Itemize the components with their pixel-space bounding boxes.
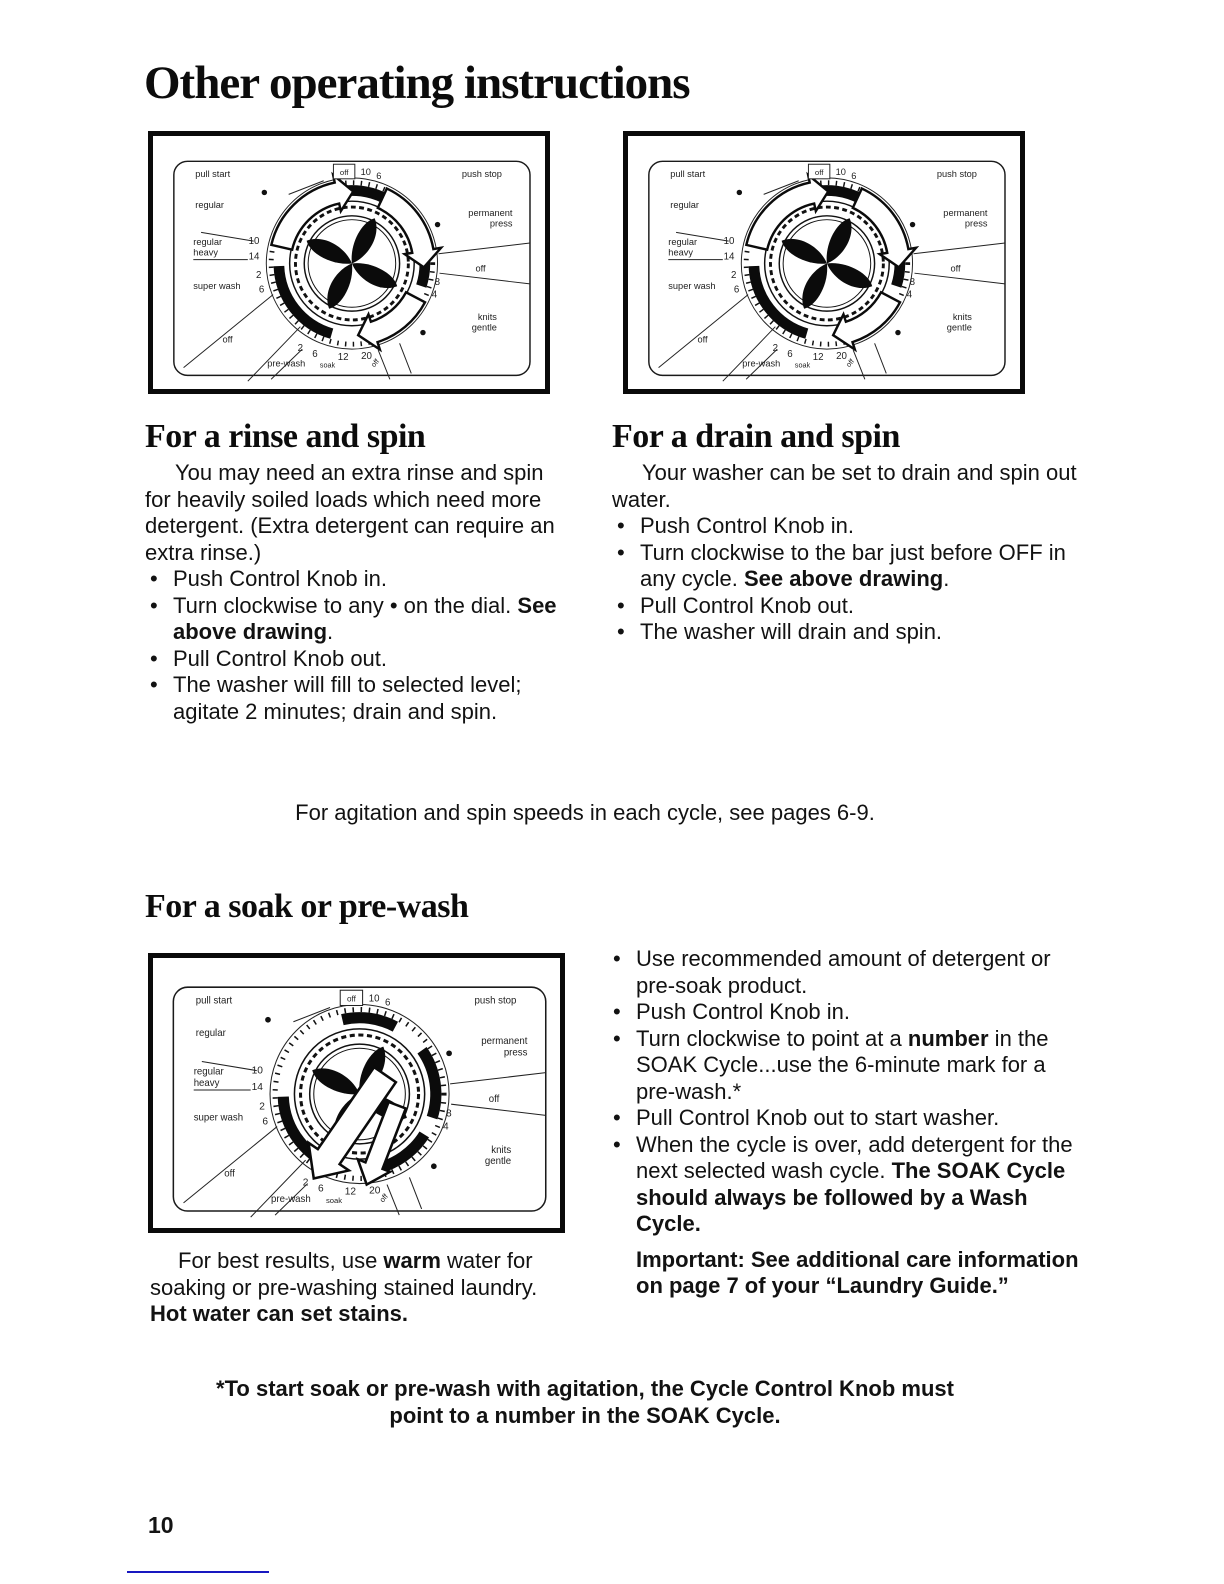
page-title: Other operating instructions bbox=[144, 57, 690, 109]
text-segment: For best results, use bbox=[178, 1248, 384, 1273]
svg-text:regular: regular bbox=[668, 236, 698, 247]
svg-text:2: 2 bbox=[731, 270, 737, 282]
agitation-note: For agitation and spin speeds in each cycle, see pages 6-9. bbox=[295, 800, 875, 825]
text-segment: The washer will fill to selected level; agitate 2 minutes; drain and spin. bbox=[173, 672, 522, 724]
footer-rule-line bbox=[127, 1571, 269, 1573]
svg-text:pull start: pull start bbox=[195, 995, 233, 1007]
svg-text:press: press bbox=[489, 218, 513, 229]
svg-text:10: 10 bbox=[360, 166, 371, 177]
rinse-bullet-list bbox=[145, 566, 569, 725]
important-note bbox=[636, 1247, 1080, 1300]
svg-text:6: 6 bbox=[733, 284, 740, 296]
drain-section-heading: For a drain and spin bbox=[612, 418, 900, 455]
bullet-item bbox=[612, 513, 1080, 540]
text-segment: Turn clockwise to point at a bbox=[636, 1025, 908, 1051]
svg-text:press: press bbox=[503, 1047, 528, 1059]
svg-text:regular: regular bbox=[670, 200, 700, 211]
bullet-item bbox=[145, 646, 569, 673]
text-segment: . bbox=[327, 619, 334, 644]
svg-text:4: 4 bbox=[906, 289, 913, 301]
bullet-item bbox=[608, 999, 1080, 1026]
text-segment: When the cycle is over, add detergent for the next selected wash cycle. bbox=[636, 1131, 1073, 1183]
bullet-item bbox=[145, 593, 569, 646]
bullet-item bbox=[608, 946, 1080, 999]
svg-text:2: 2 bbox=[302, 1177, 309, 1189]
svg-text:heavy: heavy bbox=[668, 247, 693, 258]
dial-figure-soak-prewash bbox=[148, 953, 565, 1233]
text-segment: Use recommended amount of detergent or pre-soak product. bbox=[636, 946, 1051, 998]
svg-text:pull start: pull start bbox=[670, 168, 706, 179]
drain-section-body bbox=[612, 460, 1080, 646]
text-segment: Hot water can set stains. bbox=[150, 1301, 408, 1326]
svg-text:12: 12 bbox=[344, 1186, 357, 1198]
svg-text:permanent: permanent bbox=[943, 207, 988, 218]
bullet-item bbox=[612, 619, 1080, 646]
svg-text:press: press bbox=[964, 218, 988, 229]
text-segment: The washer will drain and spin. bbox=[640, 619, 943, 644]
svg-text:6: 6 bbox=[318, 1183, 324, 1195]
svg-text:off: off bbox=[377, 1191, 390, 1205]
svg-text:20: 20 bbox=[361, 350, 372, 362]
cycle-dial-diagram bbox=[628, 136, 1020, 389]
svg-text:10: 10 bbox=[248, 236, 260, 248]
dial-figure-rinse-spin bbox=[148, 131, 550, 394]
svg-text:permanent: permanent bbox=[468, 207, 513, 218]
bullet-item bbox=[145, 566, 569, 593]
svg-text:heavy: heavy bbox=[193, 247, 218, 258]
text-segment: number bbox=[907, 1025, 989, 1051]
svg-text:pre-wash: pre-wash bbox=[271, 1193, 311, 1205]
svg-text:push stop: push stop bbox=[461, 168, 502, 179]
svg-text:6: 6 bbox=[787, 348, 793, 360]
svg-text:14: 14 bbox=[251, 1081, 263, 1093]
text-segment: See above drawing bbox=[743, 566, 944, 591]
svg-text:4: 4 bbox=[442, 1121, 449, 1133]
footnote-text: *To start soak or pre-wash with agitation, the Cycle Control Knob must point to a number in the SOAK Cycle. bbox=[216, 1376, 954, 1428]
svg-text:6: 6 bbox=[376, 170, 382, 181]
svg-text:6: 6 bbox=[258, 284, 265, 296]
text-segment: The SOAK Cycle should always be followed by a Wash Cycle. bbox=[636, 1158, 1066, 1236]
svg-text:off: off bbox=[950, 263, 961, 274]
text-segment: Pull Control Knob out. bbox=[640, 592, 855, 618]
bullet-item bbox=[608, 1132, 1080, 1238]
svg-text:knits: knits bbox=[477, 311, 497, 322]
footnote bbox=[145, 1376, 1025, 1429]
text-segment: Push Control Knob in. bbox=[640, 513, 855, 538]
bullet-item bbox=[145, 672, 569, 725]
svg-text:off: off bbox=[339, 167, 349, 177]
text-segment: Important: See additional care information on page 7 of your “Laundry Guide.” bbox=[636, 1246, 1079, 1298]
svg-text:2: 2 bbox=[256, 270, 262, 282]
svg-text:8: 8 bbox=[434, 276, 441, 288]
svg-text:off: off bbox=[368, 356, 381, 369]
svg-text:off: off bbox=[814, 167, 824, 177]
dial-figure-drain-spin bbox=[623, 131, 1025, 394]
svg-text:knits: knits bbox=[952, 311, 972, 322]
svg-text:4: 4 bbox=[431, 289, 438, 301]
svg-text:off: off bbox=[488, 1094, 500, 1106]
svg-text:super wash: super wash bbox=[193, 280, 241, 291]
svg-text:10: 10 bbox=[835, 166, 846, 177]
text-segment: Pull Control Knob out. bbox=[173, 645, 388, 671]
bullet-item bbox=[612, 540, 1080, 593]
svg-text:pull start: pull start bbox=[195, 168, 231, 179]
soak-section-heading: For a soak or pre-wash bbox=[145, 888, 469, 925]
rinse-section-body bbox=[145, 460, 569, 725]
svg-text:12: 12 bbox=[337, 351, 349, 363]
svg-text:2: 2 bbox=[297, 343, 304, 355]
bullet-item bbox=[608, 1105, 1080, 1132]
rinse-section-heading: For a rinse and spin bbox=[145, 418, 426, 455]
soak-section-body bbox=[608, 946, 1080, 1300]
svg-text:regular: regular bbox=[195, 1028, 226, 1040]
text-segment: Turn clockwise to the bar just before OFF in any cycle. bbox=[640, 539, 1066, 591]
bullet-item bbox=[612, 593, 1080, 620]
svg-text:gentle: gentle bbox=[946, 322, 972, 333]
svg-text:off: off bbox=[224, 1168, 235, 1180]
svg-text:off: off bbox=[475, 263, 486, 274]
page-number: 10 bbox=[148, 1512, 174, 1538]
svg-text:6: 6 bbox=[851, 170, 857, 181]
soak-dial-caption bbox=[150, 1248, 562, 1328]
text-segment: Push Control Knob in. bbox=[173, 566, 388, 591]
svg-text:heavy: heavy bbox=[193, 1077, 220, 1089]
text-segment: . bbox=[943, 566, 950, 591]
svg-text:2: 2 bbox=[259, 1101, 265, 1113]
svg-text:regular: regular bbox=[195, 200, 225, 211]
svg-text:10: 10 bbox=[723, 236, 735, 248]
text-segment: Turn clockwise to any • on the dial. bbox=[173, 592, 518, 618]
soak-bullet-list bbox=[608, 946, 1080, 1238]
cycle-dial-diagram bbox=[153, 136, 545, 389]
drain-intro: Your washer can be set to drain and spin out water. bbox=[612, 460, 1077, 512]
svg-text:permanent: permanent bbox=[481, 1036, 528, 1048]
svg-text:pre-wash: pre-wash bbox=[267, 358, 306, 369]
svg-text:6: 6 bbox=[384, 997, 391, 1009]
svg-text:2: 2 bbox=[772, 343, 779, 355]
svg-text:knits: knits bbox=[491, 1145, 512, 1157]
svg-text:14: 14 bbox=[723, 251, 735, 263]
svg-text:push stop: push stop bbox=[936, 168, 977, 179]
cycle-dial-diagram bbox=[153, 958, 560, 1228]
svg-text:off: off bbox=[697, 334, 708, 345]
rinse-intro: You may need an extra rinse and spin for heavily soiled loads which need more detergent. (Extra detergent can require an extra rinse.) bbox=[145, 460, 555, 565]
svg-text:14: 14 bbox=[248, 251, 260, 263]
svg-text:push stop: push stop bbox=[474, 995, 517, 1007]
svg-text:regular: regular bbox=[193, 236, 223, 247]
text-segment: Push Control Knob in. bbox=[636, 999, 851, 1024]
svg-text:20: 20 bbox=[836, 350, 847, 362]
text-segment: water for soaking or pre-washing stained laundry. bbox=[150, 1248, 538, 1300]
svg-text:20: 20 bbox=[369, 1185, 381, 1197]
svg-text:6: 6 bbox=[262, 1116, 268, 1128]
svg-text:10: 10 bbox=[368, 993, 380, 1005]
svg-text:soak: soak bbox=[794, 360, 811, 370]
svg-text:8: 8 bbox=[909, 276, 916, 288]
text-segment: warm bbox=[383, 1248, 441, 1273]
drain-bullet-list bbox=[612, 513, 1080, 646]
svg-text:regular: regular bbox=[193, 1066, 224, 1078]
svg-text:8: 8 bbox=[446, 1108, 452, 1120]
svg-text:gentle: gentle bbox=[471, 322, 497, 333]
svg-text:soak: soak bbox=[325, 1195, 343, 1205]
svg-text:super wash: super wash bbox=[193, 1112, 244, 1124]
svg-text:pre-wash: pre-wash bbox=[742, 358, 781, 369]
svg-text:6: 6 bbox=[312, 348, 318, 360]
svg-text:off: off bbox=[843, 356, 856, 369]
text-segment: in the SOAK Cycle...use the 6-minute mark for a pre-wash.* bbox=[636, 1025, 1049, 1104]
svg-text:super wash: super wash bbox=[668, 280, 716, 291]
svg-text:12: 12 bbox=[812, 351, 824, 363]
svg-text:off: off bbox=[222, 334, 233, 345]
svg-text:10: 10 bbox=[251, 1065, 263, 1077]
text-segment: Pull Control Knob out to start washer. bbox=[636, 1105, 1000, 1130]
bullet-item bbox=[608, 1026, 1080, 1106]
text-segment: See above drawing bbox=[173, 592, 557, 644]
svg-text:soak: soak bbox=[319, 360, 336, 370]
svg-text:gentle: gentle bbox=[484, 1156, 512, 1168]
svg-text:off: off bbox=[346, 994, 356, 1004]
